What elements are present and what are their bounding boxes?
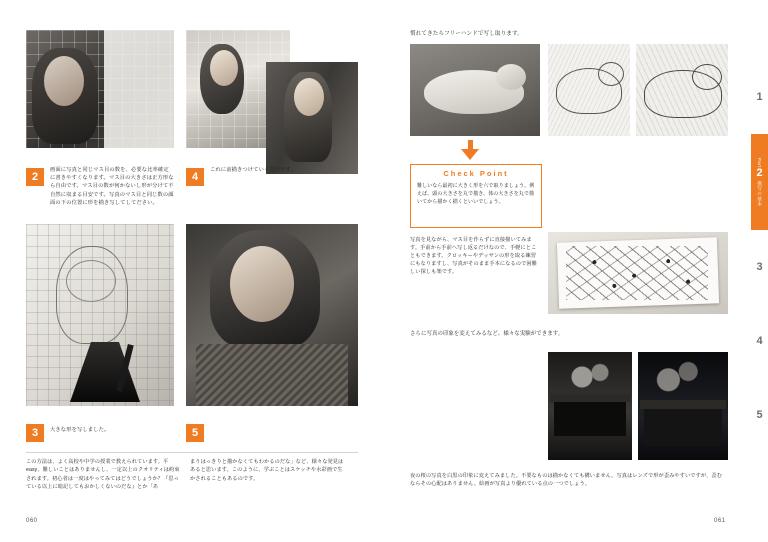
tab-part-2[interactable] — [751, 134, 768, 230]
check-point-title: Check Point — [443, 169, 509, 178]
left-body-column-1: この方法は、よく高校や中学の授業で教えられています。平easy、難しいことはありませんし、一定以上のクオリティは約束されます。初心者は一度はやってみてはどうでしょうか？『思っている以上に暗記してもおかしくないのだな』とか「あ — [26, 459, 180, 490]
tab-number: 5 — [756, 408, 763, 421]
right-page — [384, 0, 768, 542]
temple-photo-bw — [548, 352, 632, 460]
step2-photo — [26, 30, 174, 148]
step4-photo-secondary — [266, 62, 358, 174]
step-badge-5: 5 — [186, 424, 204, 442]
right-intro-text: 慣れてきたらフリーハンドで写し取ります。 — [410, 31, 523, 37]
arrow-down-icon — [461, 149, 479, 160]
step-badge-3: 3 — [26, 424, 44, 442]
step3-photo — [26, 224, 174, 406]
horse-sketches-photo — [548, 232, 728, 314]
cat-sketch-1 — [548, 44, 630, 136]
right-folio: 061 — [714, 518, 726, 524]
index-tabs — [751, 0, 768, 542]
tab-section-label: 描写の基本 — [757, 180, 763, 207]
right-paragraph-3: 夜の桜の写真を白黒の印象に変えてみました。不要なものは描かなくても構いません。写真はレンズで形が歪みやすいですが、歪むならその心配はありません。絵画が写真より優れている点の一つでしょう。 — [410, 473, 722, 488]
temple-photo-night — [638, 352, 728, 460]
step5-photo — [186, 224, 358, 406]
tab-part-5[interactable] — [751, 378, 768, 452]
step-badge-4: 4 — [186, 168, 204, 186]
tab-part-4[interactable] — [751, 304, 768, 378]
tab-number: 1 — [756, 90, 763, 103]
step2-caption: 画面に写真と同じマス目の数を、必要な比率確定に書きやすくなります。マス目の大きさは正方形なら自由です。マス目の数が何かないし形が分けて不自然に収まる目安です。写真のマス目と同じ数の顔面の下の位置に形を描き写してしてださい。 — [50, 167, 174, 206]
body-rule — [26, 452, 358, 453]
cat-sketch-2 — [636, 44, 728, 136]
tab-number: 3 — [756, 260, 763, 273]
left-folio: 060 — [26, 518, 38, 524]
left-body-column-2: まりはっきりと描かなくてもわかるのだな」など、様々な発見はあると思います。このように、学ぶことはスケッチや水彩画で生かされることもあるのです。 — [190, 459, 344, 482]
right-paragraph-1: 写真を見ながら、マス目を作らずに直接描いてみます。手前から手前へ写し返るだけなので、手軽にとこともできます。クロッキーやデッサンの形を取る練習にもなりますし、写真がそのまま手本になるので困難しい探しも楽です。 — [410, 237, 537, 276]
right-paragraph-2: さらに写真の印象を変えてみるなど、様々な実験ができます。 — [410, 331, 564, 337]
tab-part-label: Part — [757, 157, 762, 168]
step3-caption: 大きな形を写しました。 — [50, 427, 110, 433]
step4-caption: これに前描きつけていくだけです。 — [210, 167, 296, 173]
check-point-box — [410, 164, 542, 228]
tab-number: 2 — [756, 166, 763, 179]
check-point-body: 難しいなら最初に大きく形を六で取りましょう。例えば、頭の大きさを丸で描き、体の大きさを丸で描いてから描かく描くといいでしょう。 — [417, 183, 535, 205]
cat-photo — [410, 44, 540, 136]
step-badge-2: 2 — [26, 168, 44, 186]
tab-part-3[interactable] — [751, 230, 768, 304]
tab-number: 4 — [756, 334, 763, 347]
tab-part-1[interactable] — [751, 60, 768, 134]
